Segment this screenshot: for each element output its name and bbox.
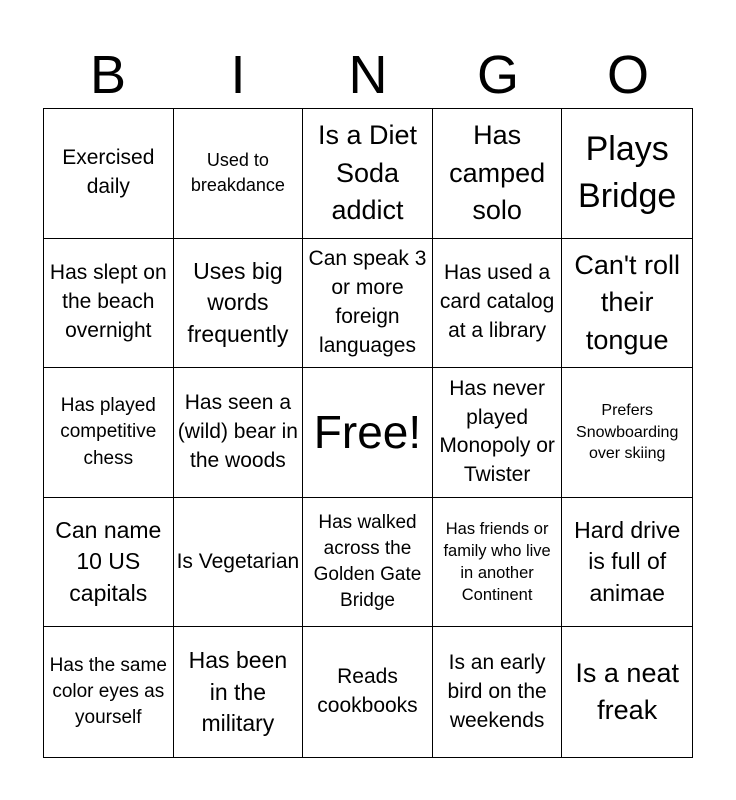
cell-text: Plays Bridge [578, 130, 677, 216]
free-space-cell[interactable] [303, 368, 433, 498]
bingo-cell[interactable] [562, 239, 692, 369]
cell-text: Has seen a (wild) bear in the woods [177, 391, 298, 472]
bingo-cell[interactable] [44, 498, 174, 628]
cell-text: Has walked across the Golden Gate Bridge [313, 511, 422, 612]
cell-text: Has played competitive chess [60, 395, 157, 469]
header-letter-o: O [606, 45, 649, 105]
bingo-board [43, 108, 693, 758]
cell-text: Is an early bird on the weekends [447, 650, 547, 732]
bingo-cell[interactable] [562, 368, 692, 498]
cell-text: Has slept on the beach overnight [49, 261, 167, 343]
bingo-cell[interactable] [303, 109, 433, 239]
cell-text: Exercised daily [62, 146, 155, 199]
bingo-cell[interactable] [433, 498, 563, 628]
cell-text: Has used a card catalog at a library [439, 261, 555, 343]
bingo-cell[interactable] [433, 109, 563, 239]
bingo-cell[interactable] [562, 109, 692, 239]
cell-text: Reads cookbooks [317, 665, 418, 718]
cell-text: Prefers Snowboarding over skiing [576, 402, 679, 463]
header-letter-i: I [230, 45, 246, 105]
cell-text: Has friends or family who live in another Continent [443, 519, 551, 605]
bingo-cell[interactable] [174, 239, 304, 369]
cell-text: Uses big words frequently [187, 257, 289, 347]
cell-text: Is a Diet Soda addict [317, 120, 418, 225]
cell-text: Is Vegetarian [176, 549, 300, 573]
cell-text: Has camped solo [449, 120, 546, 225]
header-letter-n: N [348, 45, 388, 105]
bingo-cell[interactable] [433, 627, 563, 757]
bingo-header [43, 42, 693, 108]
cell-text: Hard drive is full of animae [574, 517, 681, 606]
header-letter-g: G [476, 45, 519, 105]
bingo-cell[interactable] [174, 368, 304, 498]
free-space-text: Free! [313, 405, 422, 458]
bingo-cell[interactable] [174, 627, 304, 757]
cell-text: Can't roll their tongue [574, 250, 681, 355]
cell-text: Has been in the military [188, 647, 288, 736]
bingo-cell[interactable] [44, 239, 174, 369]
bingo-cell[interactable] [303, 239, 433, 369]
cell-text: Has never played Monopoly or Twister [439, 376, 555, 487]
bingo-cell[interactable] [562, 498, 692, 628]
bingo-cell[interactable] [44, 109, 174, 239]
cell-text: Can speak 3 or more foreign languages [308, 246, 427, 357]
cell-text: Is a neat freak [575, 657, 679, 726]
cell-text: Can name 10 US capitals [55, 517, 162, 606]
bingo-cell[interactable] [303, 627, 433, 757]
bingo-cell[interactable] [44, 368, 174, 498]
bingo-cell[interactable] [174, 109, 304, 239]
bingo-cell[interactable] [174, 498, 304, 628]
cell-text: Used to breakdance [190, 150, 285, 196]
bingo-cell[interactable] [433, 239, 563, 369]
header-letter-b: B [89, 45, 127, 105]
bingo-cell[interactable] [44, 627, 174, 757]
bingo-cell[interactable] [562, 627, 692, 757]
cell-text: Has the same color eyes as yourself [49, 654, 167, 729]
bingo-cell[interactable] [303, 498, 433, 628]
bingo-cell[interactable] [433, 368, 563, 498]
